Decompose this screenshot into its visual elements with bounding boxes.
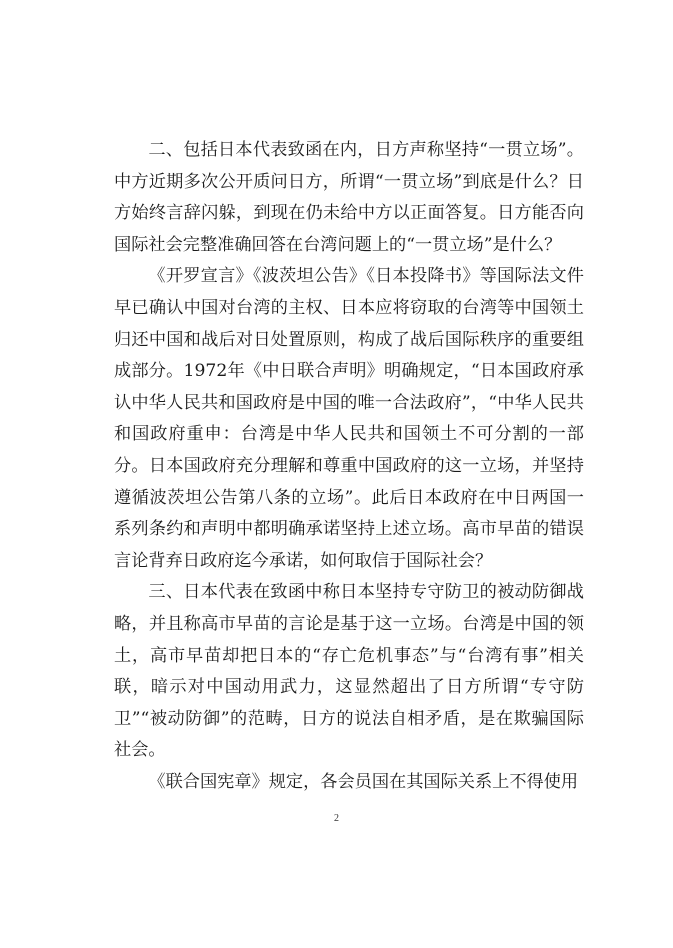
paragraph-1: 二、包括日本代表致函在内，日方声称坚持“一贯立场”。中方近期多次公开质问日方，所谓“一贯立场”到底是什么？日方始终言辞闪躲，到现在仍未给中方以正面答复。日方能否向国际社会完整准确回答在台湾问题上的“一贯立场”是什么？: [114, 140, 584, 255]
paragraph-3: 三、日本代表在致函中称日本坚持专守防卫的被动防御战略，并且称高市早苗的言论是基于这一立场。台湾是中国的领土，高市早苗却把日本的“存亡危机事态”与“台湾有事”相关联，暗示对中国动用武力，这显然超出了日方所谓“专守防卫”“被动防御”的范畴，日方的说法自相矛盾，是在欺骗国际社会。: [114, 582, 584, 761]
paragraph-4: 《联合国宪章》规定，各会员国在其国际关系上不得使用: [148, 771, 579, 792]
paragraph-2: 《开罗宣言》《波茨坦公告》《日本投降书》等国际法文件早已确认中国对台湾的主权、日本应将窃取的台湾等中国领土归还中国和战后对日处置原则，构成了战后国际秩序的重要组成部分。1972年《中日联合声明》明确规定，“日本国政府承认中华人民共和国政府是中国的唯一合法政府”，“中华人民共和国政府重申：台湾是中华人民共和国领土不可分割的一部分。日本国政府充分理解和尊重中国政府的这一立场，并坚持遵循波茨坦公告第八条的立场”。此后日本政府在中日两国一系列条约和声明中都明确承诺坚持上述立场。高市早苗的错误言论背弃日政府迄今承诺，如何取信于国际社会？: [114, 266, 584, 571]
document-body: [114, 135, 584, 798]
page-number: 2: [334, 813, 339, 824]
